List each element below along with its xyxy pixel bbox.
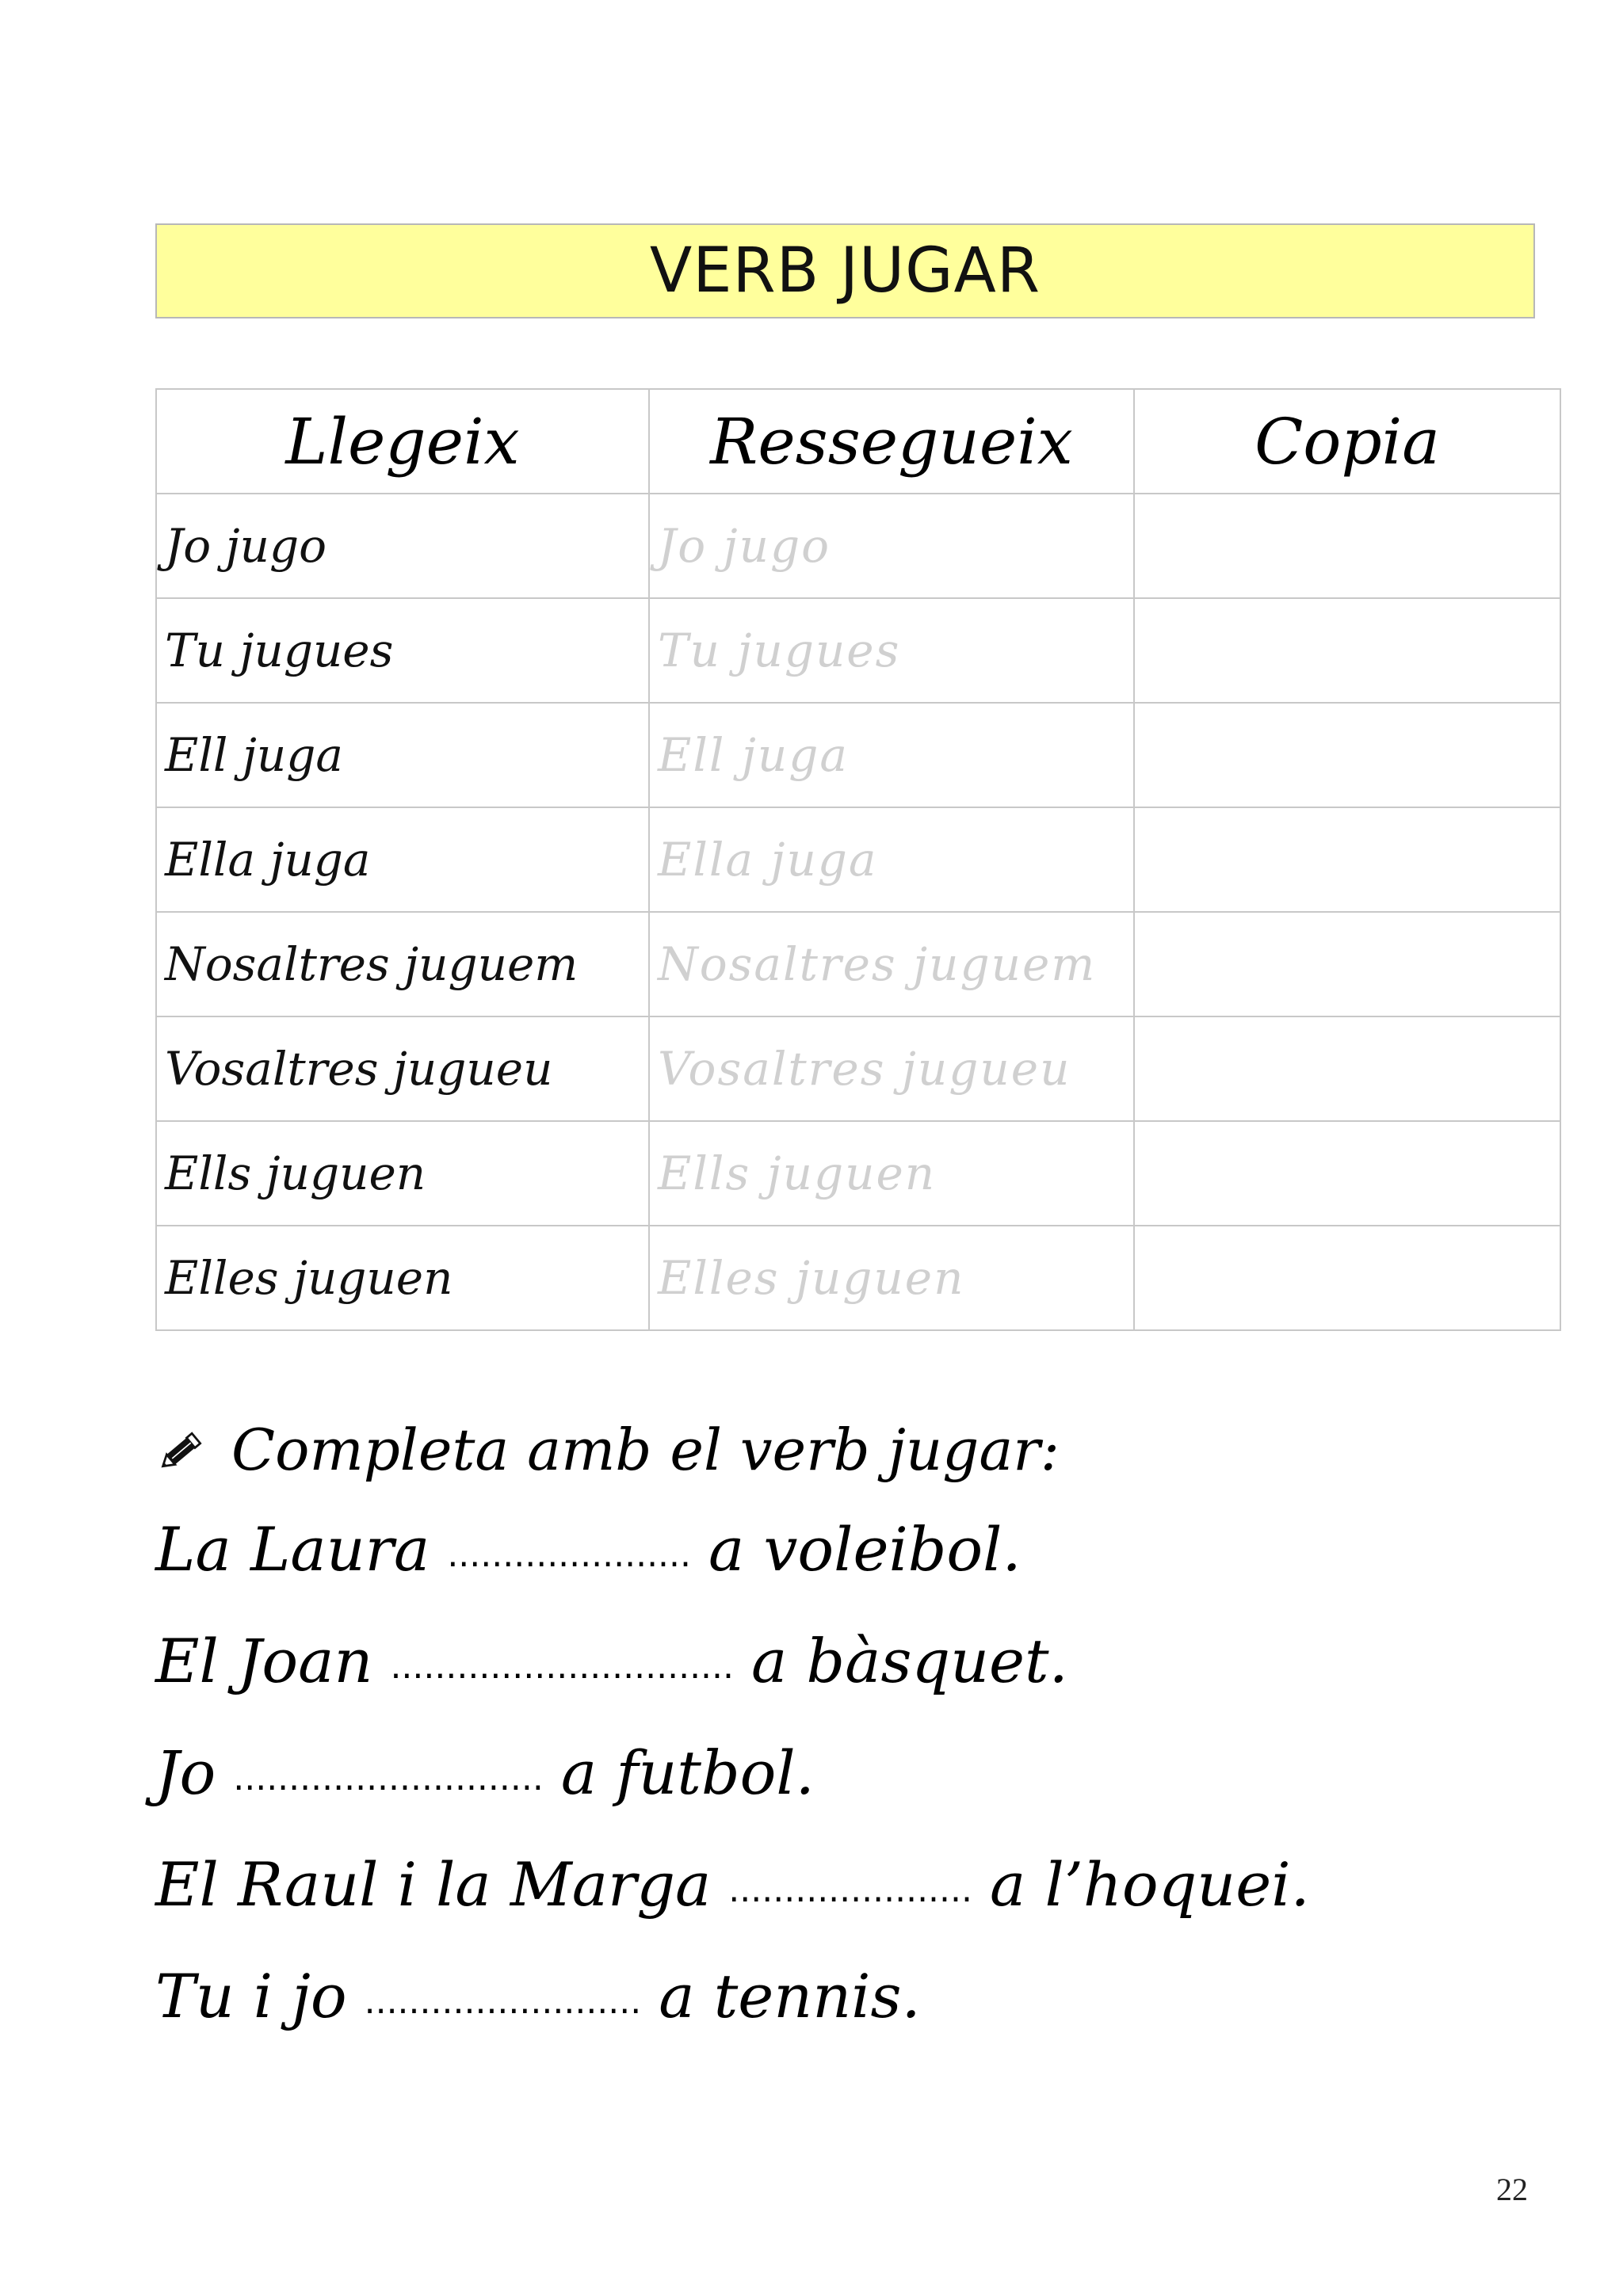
read-cell: Nosaltres juguem	[156, 912, 649, 1016]
sentence-end: a tennis.	[659, 1961, 921, 2031]
header-copy: Copia	[1134, 389, 1560, 494]
table-row	[156, 1226, 1560, 1330]
read-cell: Tu jugues	[156, 598, 649, 703]
blank-field[interactable]: ......................	[447, 1535, 692, 1575]
trace-cell[interactable]: Vosaltres jugueu	[649, 1016, 1134, 1121]
sentence-start: La Laura	[155, 1514, 430, 1585]
copy-cell[interactable]	[1134, 1016, 1560, 1121]
trace-cell[interactable]: Elles juguen	[649, 1226, 1134, 1330]
sentence-end: a futbol.	[560, 1737, 815, 1808]
sentence-start: El Joan	[155, 1626, 373, 1696]
page-title: VERB JUGAR	[155, 223, 1535, 318]
exercise-section	[155, 1406, 1566, 2052]
instruction-text: Completa amb el verb jugar:	[231, 1417, 1060, 1483]
sentence-start: Jo	[155, 1737, 216, 1808]
pencil-icon	[155, 1422, 211, 1478]
exercise-instruction	[155, 1406, 1566, 1493]
copy-cell[interactable]	[1134, 703, 1560, 807]
header-read: Llegeix	[156, 389, 649, 494]
trace-cell[interactable]: Ella juga	[649, 807, 1134, 912]
blank-field[interactable]: ......................	[728, 1870, 972, 1910]
trace-cell[interactable]: Ell juga	[649, 703, 1134, 807]
table-row	[156, 807, 1560, 912]
table-header-row	[156, 389, 1560, 494]
trace-cell[interactable]: Ells juguen	[649, 1121, 1134, 1226]
sentence-end: a l’hoquei.	[990, 1849, 1310, 1920]
sentence-start: El Raul i la Marga	[155, 1849, 712, 1920]
sentence-line	[155, 1829, 1566, 1940]
trace-cell[interactable]: Nosaltres juguem	[649, 912, 1134, 1016]
table-row	[156, 703, 1560, 807]
blank-field[interactable]: .........................	[364, 1981, 642, 2022]
trace-cell[interactable]: Jo jugo	[649, 494, 1134, 598]
read-cell: Vosaltres jugueu	[156, 1016, 649, 1121]
copy-cell[interactable]	[1134, 598, 1560, 703]
conjugation-table	[155, 388, 1561, 1331]
sentence-start: Tu i jo	[155, 1961, 347, 2031]
blank-field[interactable]: ...............................	[390, 1646, 735, 1687]
table-row	[156, 1016, 1560, 1121]
trace-cell[interactable]: Tu jugues	[649, 598, 1134, 703]
table-row	[156, 494, 1560, 598]
copy-cell[interactable]	[1134, 1226, 1560, 1330]
read-cell: Jo jugo	[156, 494, 649, 598]
sentence-line	[155, 1940, 1566, 2052]
table-row	[156, 912, 1560, 1016]
sentence-line	[155, 1605, 1566, 1717]
read-cell: Ells juguen	[156, 1121, 649, 1226]
copy-cell[interactable]	[1134, 807, 1560, 912]
read-cell: Elles juguen	[156, 1226, 649, 1330]
page-number: 22	[1496, 2172, 1528, 2207]
sentence-line	[155, 1493, 1566, 1605]
table-row	[156, 598, 1560, 703]
copy-cell[interactable]	[1134, 494, 1560, 598]
sentence-end: a bàsquet.	[751, 1626, 1068, 1696]
blank-field[interactable]: ............................	[233, 1758, 544, 1798]
sentence-line	[155, 1717, 1566, 1829]
read-cell: Ell juga	[156, 703, 649, 807]
copy-cell[interactable]	[1134, 1121, 1560, 1226]
table-row	[156, 1121, 1560, 1226]
header-trace: Ressegueix	[649, 389, 1134, 494]
copy-cell[interactable]	[1134, 912, 1560, 1016]
read-cell: Ella juga	[156, 807, 649, 912]
sentence-end: a voleibol.	[708, 1514, 1022, 1585]
